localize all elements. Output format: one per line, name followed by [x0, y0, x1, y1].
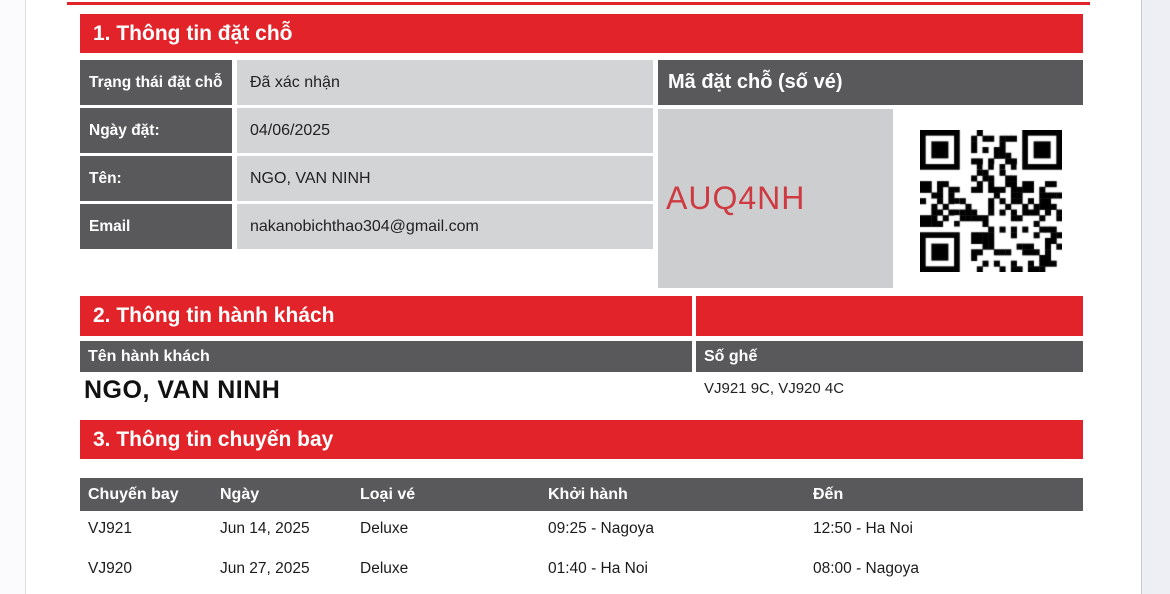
passenger-table-header — [80, 341, 1083, 372]
passenger-name-value: NGO, VAN NINH — [84, 376, 281, 404]
booking-status-value: Đã xác nhận — [237, 60, 653, 105]
arrival-info: 08:00 - Nagoya — [813, 560, 919, 577]
booking-code-panel — [658, 109, 893, 288]
seat-numbers-value: VJ921 9C, VJ920 4C — [704, 380, 845, 397]
document-content — [80, 0, 1083, 594]
arrival-info: 12:50 - Ha Noi — [813, 520, 913, 537]
section1-title: 1. Thông tin đặt chỗ — [93, 21, 293, 45]
flight-col-header: Chuyến bay — [88, 485, 179, 503]
flight-date: Jun 14, 2025 — [220, 520, 310, 537]
departure-info: 01:40 - Ha Noi — [548, 560, 648, 577]
flight-number: VJ921 — [88, 520, 132, 537]
booking-name-label: Tên: — [80, 156, 232, 201]
fare-type: Deluxe — [360, 560, 409, 577]
flight-number: VJ920 — [88, 560, 132, 577]
booking-code-value: AUQ4NH — [666, 180, 806, 216]
booking-email-value: nakanobichthao304@gmail.com — [237, 204, 653, 249]
flight-date: Jun 27, 2025 — [220, 560, 310, 577]
booking-code-header: Mã đặt chỗ (số vé) — [658, 60, 1083, 105]
qr-code-icon — [920, 130, 1062, 272]
section2-title: 2. Thông tin hành khách — [93, 304, 335, 327]
section3-header — [80, 420, 1083, 459]
section1-header — [80, 14, 1083, 53]
fare-col-header: Loại vé — [360, 485, 416, 503]
booking-email-label: Email — [80, 204, 232, 249]
section2-header-divider — [692, 296, 696, 336]
departure-col-header: Khởi hành — [548, 485, 628, 503]
arrival-col-header: Đến — [813, 485, 844, 503]
date-col-header: Ngày — [220, 485, 260, 503]
page-left-margin — [0, 0, 26, 594]
booking-date-label: Ngày đặt: — [80, 108, 232, 153]
seat-number-header: Số ghế — [704, 347, 758, 365]
departure-info: 09:25 - Nagoya — [548, 520, 654, 537]
booking-name-value: NGO, VAN NINH — [237, 156, 653, 201]
passenger-header-divider — [692, 341, 696, 372]
flight-row — [80, 519, 1083, 539]
flight-row — [80, 559, 1083, 579]
section2-header — [80, 296, 1083, 336]
booking-status-label: Trạng thái đặt chỗ — [80, 60, 232, 105]
flight-table-header — [80, 478, 1083, 511]
booking-date-value: 04/06/2025 — [237, 108, 653, 153]
passenger-name-header: Tên hành khách — [88, 347, 210, 365]
section3-title: 3. Thông tin chuyến bay — [93, 427, 334, 451]
page-right-margin — [1141, 0, 1170, 594]
fare-type: Deluxe — [360, 520, 409, 537]
